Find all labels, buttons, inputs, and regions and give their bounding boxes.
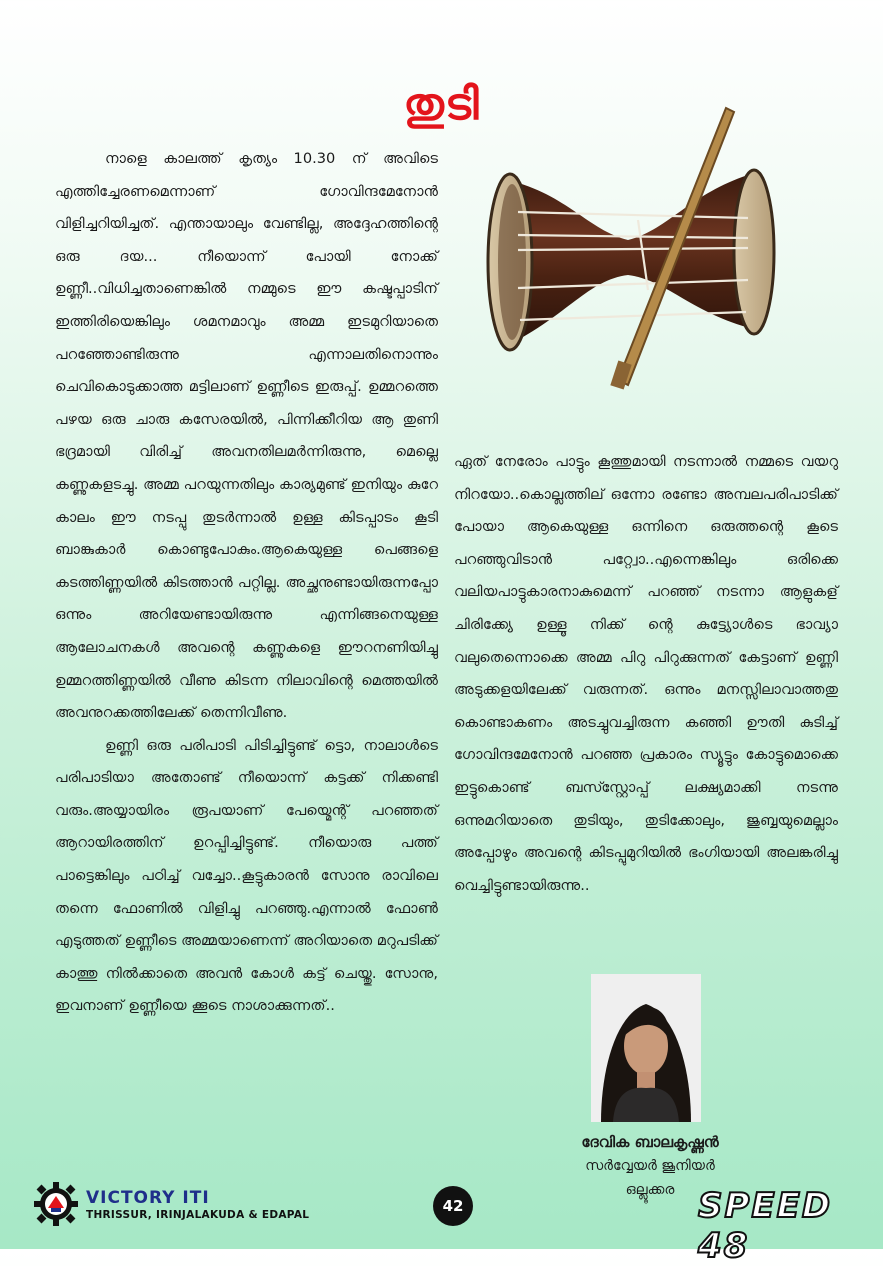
victory-iti-logo-icon	[32, 1180, 80, 1228]
brand-locations: THRISSUR, IRINJALAKUDA & EDAPAL	[86, 1209, 310, 1221]
article-paragraph: ഏത് നേരോം പാട്ടും കൂത്തുമായി നടന്നാൽ നമ്മടെ വയറു നിറയോ..കൊല്ലത്തില് ഒന്നോ രണ്ടോ അമ്പലപരിപാടിക്ക് പോയാ ആകെയുള്ള ഒന്നിനെ ഒരുത്തന്റെ കൂടെ പറഞ്ഞുവിടാൻ പറ്റ്വോ..എന്നെങ്കിലും ഒരിക്കെ വലിയപാട്ടുകാരനാകുമെന്ന് പറഞ്ഞ് നടന്നാ ആളുകള് ചിരിക്ക്യേ ഉള്ളൂ നിക്ക് ന്റെ കുട്ട്യോൾടെ ഭാവ്യാ വലുതെന്നൊക്കെ അമ്മ പിറു പിറുക്കുന്നത് കേട്ടാണ് ഉണ്ണി അടുക്കളയിലേക്ക് വരുന്നത്. ഒന്നും മനസ്സിലാവാത്തതു കൊണ്ടാകണം അടച്ചുവച്ചിരുന്ന കഞ്ഞി ഊതി കുടിച്ച് ഗോവിന്ദമേനോൻ പറഞ്ഞ പ്രകാരം സ്യൂട്ടും കോട്ടുമൊക്കെ ഇട്ടുകൊണ്ട് ബസ്സ്റ്റോപ്പ് ലക്ഷ്യമാക്കി നടന്നു ഒന്നുമറിയാതെ തുടിയും, തുടിക്കോലും, ജുബ്ബയുമെല്ലാം അപ്പോഴും അവന്റെ കിടപ്പുമുറിയിൽ ഭംഗിയായി അലങ്കരിച്ചു വെച്ചിട്ടുണ്ടായിരുന്നു..	[454, 453, 838, 894]
brand-block	[86, 1188, 309, 1221]
author-place: ഒല്ലൂക്കര	[625, 1182, 675, 1198]
page-number: 42	[433, 1186, 473, 1226]
author-photo	[591, 974, 701, 1122]
page-title: തുടി	[403, 79, 480, 131]
right-article-column	[454, 446, 838, 902]
brand-name: VICTORY ITI	[86, 1188, 210, 1208]
author-role: സർവ്വേയർ ജൂനിയർ	[585, 1158, 715, 1174]
thudi-drum-image	[478, 100, 788, 400]
article-paragraph: നാളെ കാലത്ത് കൃത്യം 10.30 ന് അവിടെ എത്തിച്ചേരണമെന്നാണ് ഗോവിന്ദമേനോൻ വിളിച്ചറിയിച്ചത്. എന്തായാലും വേണ്ടില്ല, അദ്ദേഹത്തിന്റെ ഒരു ദയ... നീയൊന്ന് പോയി നോക്ക് ഉണ്ണീ..വിധിച്ചതാണെങ്കിൽ നമ്മുടെ ഈ കഷ്ടപ്പാടിന് ഇത്തിരിയെങ്കിലും ശമനമാവും അമ്മ ഇടമുറിയാതെ പറഞ്ഞോണ്ടിരുന്നു എന്നാലതിനൊന്നും ചെവികൊടുക്കാത്ത മട്ടിലാണ് ഉണ്ണീടെ ഇരുപ്പ്. ഉമ്മറത്തെ പഴയ ഒരു ചാരു കസേരയിൽ, പിന്നിക്കീറിയ ആ തുണി ഭദ്രമായി വിരിച്ച് അവനതിലമർന്നിരുന്നു, മെല്ലെ കണ്ണുകളടച്ചു. അമ്മ പറയുന്നതിലും കാര്യമുണ്ട് ഇനിയും കുറേ കാലം ഈ നടപ്പു തുടർന്നാൽ ഉള്ള കിടപ്പാടം കൂടി ബാങ്കുകാർ കൊണ്ടുപോകും.ആകെയുള്ള പെങ്ങളെ കടത്തിണ്ണയിൽ കിടത്താൻ പറ്റില്ല. അച്ഛനുണ്ടായിരുന്നപ്പോ ഒന്നും അറിയേണ്ടായിരുന്നു എന്നിങ്ങനെയുള്ള ആലോചനകൾ അവന്റെ കണ്ണുകളെ ഈറനണിയിച്ചു ഉമ്മറത്തിണ്ണയിൽ വീണു കിടന്ന നിലാവിന്റെ മെത്തയിൽ അവനുറക്കത്തിലേക്ക് തെന്നിവീണു.	[55, 150, 438, 722]
author-name: ദേവിക ബാലകൃഷ്ണൻ	[581, 1133, 719, 1151]
article-paragraph: ഉണ്ണി ഒരു പരിപാടി പിടിച്ചിട്ടുണ്ട് ട്ടൊ, നാലാൾടെ പരിപാടിയാ അതോണ്ട് നീയൊന്ന് കട്ടക്ക് നിക്കണ്ടി വരും.അയ്യായിരം രൂപയാണ് പേയ്മെന്റ് പറഞ്ഞത് ആറായിരത്തിന് ഉറപ്പിച്ചിട്ടുണ്ട്. നീയൊരു പത്ത് പാട്ടെങ്കിലും പഠിച്ച് വച്ചോ..കൂട്ടുകാരൻ സോനു രാവിലെ തന്നെ ഫോണിൽ വിളിച്ചു പറഞ്ഞു.എന്നാൽ ഫോൺ എടുത്തത് ഉണ്ണീടെ അമ്മയാണെന്ന് അറിയാതെ മറുപടിക്ക് കാത്തു നിൽക്കാതെ അവൻ കോൾ കട്ട് ചെയ്തു. സോനു, ഇവനാണ് ഉണ്ണീയെ ക്കൂടെ നാശാക്കുന്നത്..	[55, 736, 438, 1015]
left-article-column	[55, 143, 438, 1023]
magazine-logo: SPEED 48	[698, 1186, 833, 1266]
